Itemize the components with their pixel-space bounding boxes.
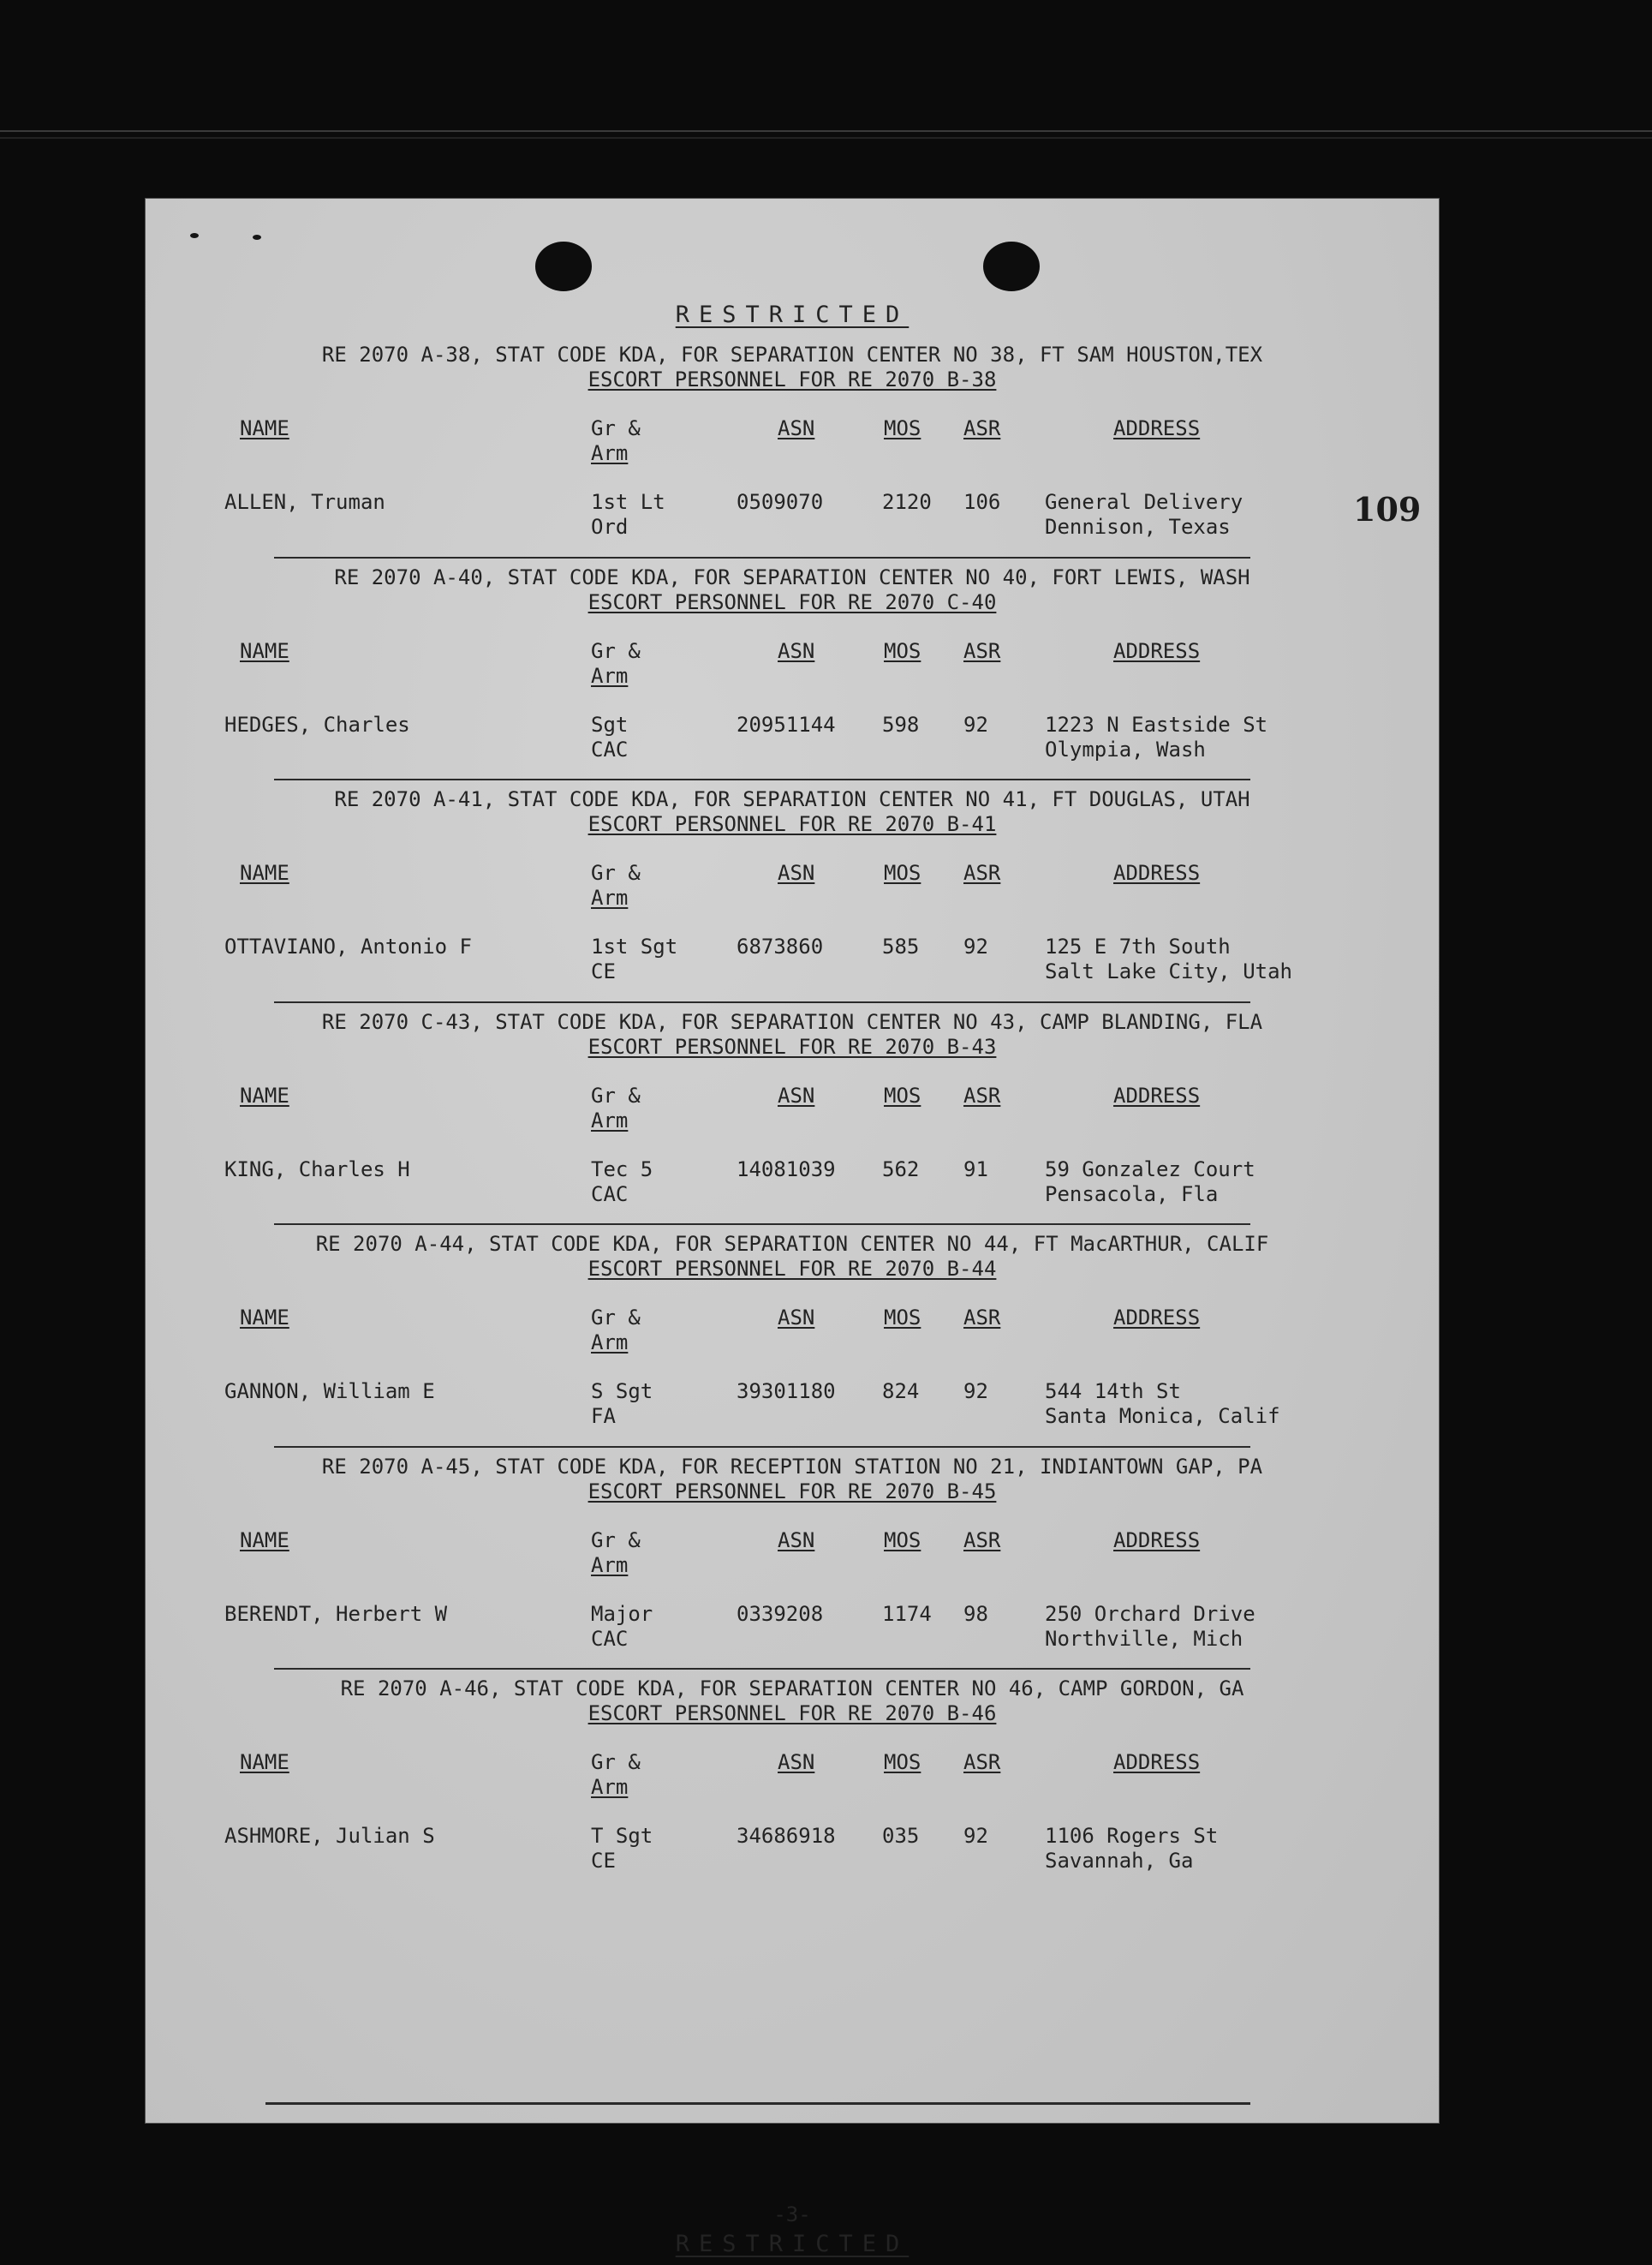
entry-asr: 91 (963, 1156, 988, 1181)
entry-asn: 0509070 (737, 490, 824, 514)
section-title: RE 2070 A-40, STAT CODE KDA, FOR SEPARATION CENTER NO 40, FORT LEWIS, WASH (334, 565, 1250, 589)
entry-address-line2: Pensacola, Fla (1045, 1181, 1219, 1206)
section-title: RE 2070 A-46, STAT CODE KDA, FOR SEPARATION CENTER NO 46, CAMP GORDON, GA (340, 1676, 1244, 1700)
col-header-asn: ASN (778, 1306, 815, 1330)
ink-speck (253, 235, 261, 240)
entry-mos: 1174 (882, 1601, 932, 1626)
section-subtitle: ESCORT PERSONNEL FOR RE 2070 C-40 (587, 589, 997, 614)
escort-section (146, 343, 1439, 562)
col-header-asn: ASN (778, 861, 815, 885)
film-edge-line (0, 137, 1652, 139)
col-header-address: ADDRESS (1113, 416, 1201, 440)
entry-grade: Major (591, 1601, 653, 1626)
col-header-mos: MOS (884, 416, 921, 440)
escort-section (146, 1232, 1439, 1451)
col-header-grade: Gr & (591, 861, 641, 885)
col-header-asn: ASN (778, 1083, 815, 1108)
entry-address-line1: 1106 Rogers St (1045, 1824, 1219, 1848)
col-header-arm: Arm (591, 663, 629, 688)
ink-speck (190, 233, 199, 238)
col-header-name: NAME (240, 861, 289, 885)
entry-arm: CE (591, 1849, 616, 1873)
col-header-mos: MOS (884, 1083, 921, 1108)
escort-section (146, 1455, 1439, 1674)
section-heading (146, 1676, 1439, 1726)
col-header-asr: ASR (963, 861, 1001, 885)
section-subtitle: ESCORT PERSONNEL FOR RE 2070 B-45 (587, 1479, 997, 1503)
document-page (146, 199, 1439, 2257)
col-header-arm: Arm (591, 1108, 629, 1132)
entry-asr: 92 (963, 712, 988, 737)
entry-mos: 2120 (882, 490, 932, 514)
section-subtitle: ESCORT PERSONNEL FOR RE 2070 B-41 (587, 812, 997, 836)
section-divider (274, 779, 1250, 780)
entry-asn: 14081039 (737, 1156, 836, 1181)
entry-address-line2: Northville, Mich (1045, 1626, 1243, 1651)
col-header-name: NAME (240, 1306, 289, 1330)
section-divider (274, 557, 1250, 559)
col-header-address: ADDRESS (1113, 1083, 1201, 1108)
section-subtitle: ESCORT PERSONNEL FOR RE 2070 B-38 (587, 368, 997, 391)
section-divider (274, 1668, 1250, 1670)
entry-address-line1: 544 14th St (1045, 1379, 1181, 1403)
escort-section (146, 787, 1439, 1007)
section-divider (274, 1223, 1250, 1225)
col-header-mos: MOS (884, 1306, 921, 1330)
entry-arm: Ord (591, 515, 629, 539)
film-edge-line (0, 130, 1652, 132)
col-header-arm: Arm (591, 1552, 629, 1577)
entry-address-line2: Santa Monica, Calif (1045, 1404, 1280, 1428)
entry-name: GANNON, William E (224, 1379, 435, 1403)
closing-rule (265, 2102, 1250, 2105)
escort-section (146, 1676, 1439, 1896)
entry-name: ALLEN, Truman (224, 490, 385, 514)
entry-asn: 20951144 (737, 712, 836, 737)
entry-name: BERENDT, Herbert W (224, 1601, 448, 1626)
col-header-name: NAME (240, 1750, 289, 1774)
col-header-mos: MOS (884, 861, 921, 885)
entry-mos: 598 (882, 712, 920, 737)
section-title: RE 2070 C-43, STAT CODE KDA, FOR SEPARATION CENTER NO 43, CAMP BLANDING, FLA (321, 1009, 1263, 1034)
entry-address-line1: 59 Gonzalez Court (1045, 1156, 1255, 1181)
section-subtitle: ESCORT PERSONNEL FOR RE 2070 B-44 (587, 1257, 997, 1281)
col-header-grade: Gr & (591, 638, 641, 663)
entry-arm: CAC (591, 1626, 629, 1651)
col-header-asn: ASN (778, 1527, 815, 1552)
col-header-asr: ASR (963, 1527, 1001, 1552)
col-header-grade: Gr & (591, 1527, 641, 1552)
entry-grade: 1st Lt (591, 490, 665, 514)
entry-name: ASHMORE, Julian S (224, 1824, 435, 1848)
col-header-asr: ASR (963, 1750, 1001, 1774)
entry-asr: 92 (963, 1824, 988, 1848)
entry-mos: 562 (882, 1156, 920, 1181)
entry-address-line1: General Delivery (1045, 490, 1243, 514)
entry-grade: T Sgt (591, 1824, 653, 1848)
section-title: RE 2070 A-41, STAT CODE KDA, FOR SEPARATION CENTER NO 41, FT DOUGLAS, UTAH (334, 787, 1250, 811)
entry-asn: 39301180 (737, 1379, 836, 1403)
escort-section (146, 565, 1439, 785)
entry-arm: CAC (591, 1181, 629, 1206)
col-header-asr: ASR (963, 1083, 1001, 1108)
entry-asr: 106 (963, 490, 1001, 514)
col-header-asn: ASN (778, 638, 815, 663)
entry-grade: 1st Sgt (591, 935, 678, 959)
entry-arm: CE (591, 959, 616, 983)
entry-address-line2: Dennison, Texas (1045, 515, 1231, 539)
page-mark: 109 (1353, 490, 1422, 529)
entry-asr: 92 (963, 935, 988, 959)
col-header-grade: Gr & (591, 1750, 641, 1774)
section-heading (146, 787, 1439, 837)
entry-mos: 824 (882, 1379, 920, 1403)
col-header-address: ADDRESS (1113, 1527, 1201, 1552)
entry-address-line1: 1223 N Eastside St (1045, 712, 1268, 737)
col-header-grade: Gr & (591, 1306, 641, 1330)
entry-address-line1: 125 E 7th South (1045, 935, 1231, 959)
entry-grade: S Sgt (591, 1379, 653, 1403)
entry-grade: Tec 5 (591, 1156, 653, 1181)
col-header-arm: Arm (591, 886, 629, 910)
punch-hole (983, 242, 1040, 291)
col-header-grade: Gr & (591, 416, 641, 440)
col-header-asr: ASR (963, 1306, 1001, 1330)
entry-name: HEDGES, Charles (224, 712, 410, 737)
entry-arm: FA (591, 1404, 616, 1428)
classification-footer: RESTRICTED (675, 2231, 909, 2257)
col-header-address: ADDRESS (1113, 638, 1201, 663)
entry-name: KING, Charles H (224, 1156, 410, 1181)
col-header-asr: ASR (963, 638, 1001, 663)
entry-arm: CAC (591, 737, 629, 762)
entry-address-line2: Salt Lake City, Utah (1045, 959, 1292, 983)
col-header-arm: Arm (591, 1330, 629, 1354)
escort-section (146, 1010, 1439, 1229)
page-number: -3- (773, 2202, 811, 2226)
entry-mos: 035 (882, 1824, 920, 1848)
col-header-asn: ASN (778, 416, 815, 440)
entry-asr: 98 (963, 1601, 988, 1626)
col-header-name: NAME (240, 416, 289, 440)
entry-address-line1: 250 Orchard Drive (1045, 1601, 1255, 1626)
section-heading (146, 565, 1439, 615)
entry-address-line2: Savannah, Ga (1045, 1849, 1194, 1873)
col-header-asn: ASN (778, 1750, 815, 1774)
entry-asn: 34686918 (737, 1824, 836, 1848)
section-title: RE 2070 A-44, STAT CODE KDA, FOR SEPARATION CENTER NO 44, FT MacARTHUR, CALIF (315, 1232, 1269, 1256)
col-header-address: ADDRESS (1113, 861, 1201, 885)
entry-mos: 585 (882, 935, 920, 959)
col-header-arm: Arm (591, 1775, 629, 1799)
col-header-name: NAME (240, 638, 289, 663)
section-heading (146, 343, 1439, 392)
col-header-asr: ASR (963, 416, 1001, 440)
punch-hole (535, 242, 592, 291)
section-heading (146, 1232, 1439, 1282)
entry-asn: 0339208 (737, 1601, 824, 1626)
entry-asn: 6873860 (737, 935, 824, 959)
col-header-address: ADDRESS (1113, 1750, 1201, 1774)
section-subtitle: ESCORT PERSONNEL FOR RE 2070 B-46 (587, 1701, 997, 1725)
entry-address-line2: Olympia, Wash (1045, 737, 1206, 762)
col-header-name: NAME (240, 1527, 289, 1552)
section-title: RE 2070 A-45, STAT CODE KDA, FOR RECEPTION STATION NO 21, INDIANTOWN GAP, PA (321, 1454, 1263, 1479)
col-header-mos: MOS (884, 1750, 921, 1774)
section-title: RE 2070 A-38, STAT CODE KDA, FOR SEPARATION CENTER NO 38, FT SAM HOUSTON,TEX (321, 343, 1263, 367)
entry-name: OTTAVIANO, Antonio F (224, 935, 472, 959)
col-header-arm: Arm (591, 441, 629, 465)
entry-asr: 92 (963, 1379, 988, 1403)
section-divider (274, 1446, 1250, 1448)
section-heading (146, 1010, 1439, 1060)
col-header-mos: MOS (884, 638, 921, 663)
classification-header: RESTRICTED (675, 302, 909, 328)
col-header-address: ADDRESS (1113, 1306, 1201, 1330)
col-header-grade: Gr & (591, 1083, 641, 1108)
entry-grade: Sgt (591, 712, 629, 737)
col-header-name: NAME (240, 1083, 289, 1108)
col-header-mos: MOS (884, 1527, 921, 1552)
section-heading (146, 1455, 1439, 1504)
section-divider (274, 1001, 1250, 1003)
section-subtitle: ESCORT PERSONNEL FOR RE 2070 B-43 (587, 1034, 997, 1059)
